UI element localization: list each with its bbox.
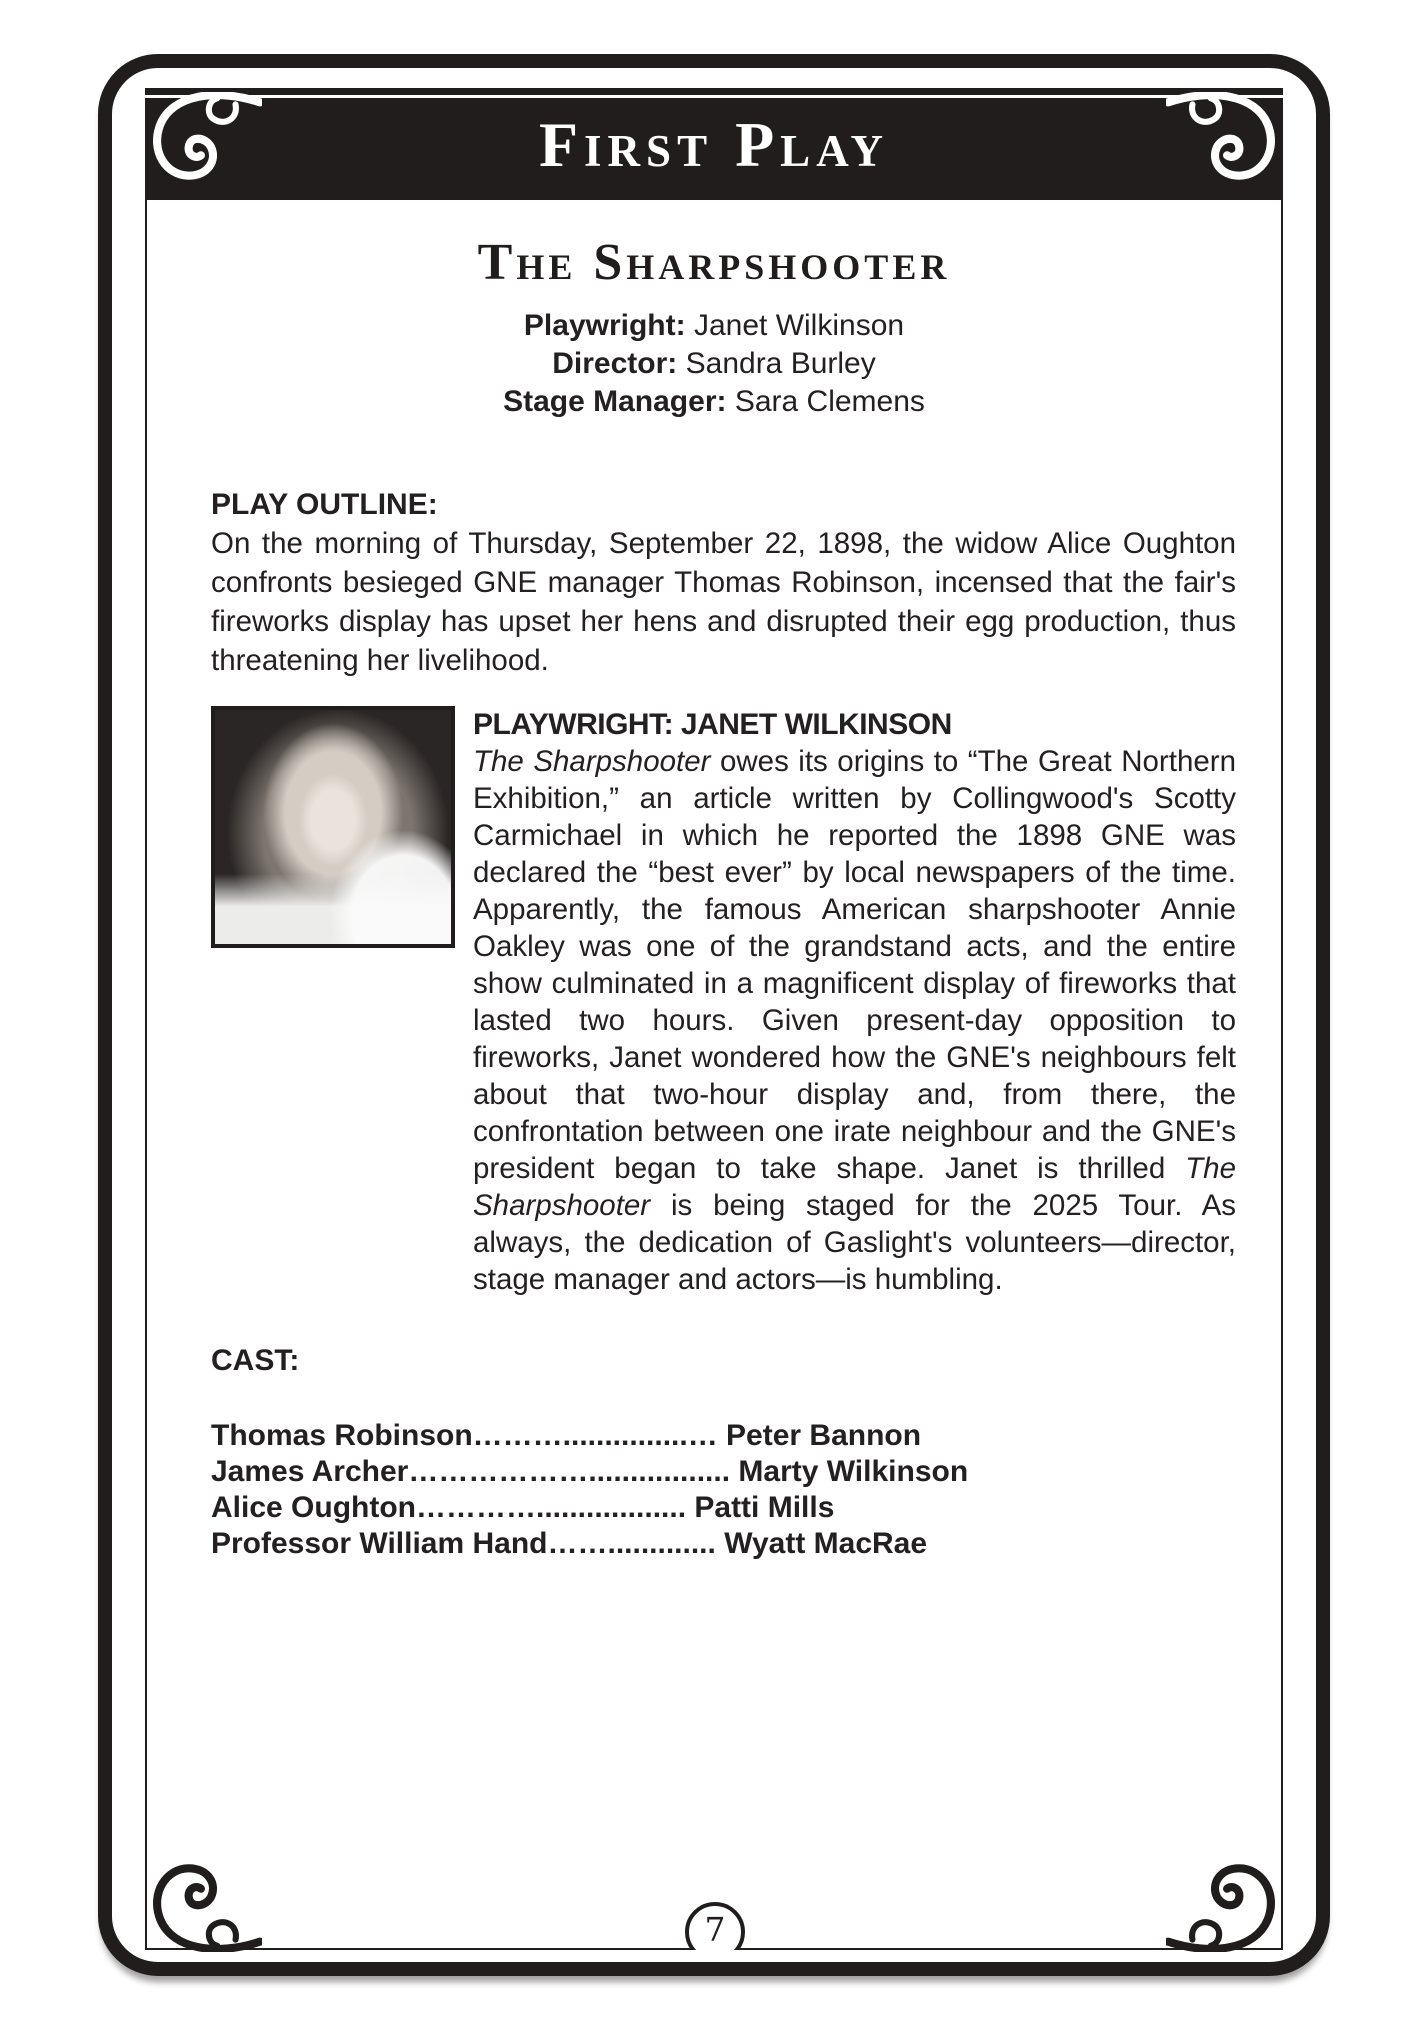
- credits-list: [145, 307, 1283, 421]
- playwright-photo: [211, 706, 455, 948]
- credit-label: Stage Manager:: [503, 384, 727, 418]
- cast-row: [211, 1454, 1236, 1490]
- scroll-ornament-top-right-icon: [1166, 92, 1278, 186]
- playwright-bio-section: [145, 706, 1283, 1298]
- banner: [145, 88, 1283, 200]
- cast-row: [211, 1418, 1236, 1454]
- cast-name: Peter Bannon: [726, 1418, 922, 1452]
- bio-text-segment: owes its origins to “The Great Northern Exhibition,” an article written by Collingwood's Scotty Carmichael in which he reported the 1898 GNE was declared the “best ever” by local newspapers of the time. Apparently, the famous American sharpshooter Annie Oakley was one of the grandstand acts, and the entire show culminated in a magnificent display of fireworks that lasted two hours. Given present-day opposition to fireworks, Janet wondered how the GNE's neighbours felt about that two-hour display and, from there, the confrontation between one irate neighbour and the GNE's president began to take shape. Janet is thrilled: [473, 744, 1236, 1185]
- credit-row: [145, 383, 1283, 421]
- scroll-ornament-bottom-left-icon: [150, 1858, 262, 1952]
- play-outline-section: [145, 485, 1283, 680]
- banner-top-rule: [145, 95, 1283, 98]
- page-title: First Play: [538, 109, 890, 180]
- cast-leader: …….............: [547, 1526, 716, 1560]
- cast-name: Wyatt MacRae: [724, 1526, 928, 1560]
- credit-row: [145, 345, 1283, 383]
- credit-row: [145, 307, 1283, 345]
- cast-row: [211, 1490, 1236, 1526]
- scroll-ornament-bottom-right-icon: [1166, 1858, 1278, 1952]
- bio-heading: PLAYWRIGHT: JANET WILKINSON: [473, 707, 952, 741]
- play-title: The Sharpshooter: [477, 234, 951, 291]
- credit-name: Janet Wilkinson: [693, 308, 905, 342]
- cast-leader: ………...............…: [472, 1418, 718, 1452]
- cast-role: Thomas Robinson: [211, 1418, 473, 1452]
- inline-play-title: The Sharpshooter: [473, 744, 711, 778]
- cast-leader: ……………….................: [408, 1454, 731, 1488]
- cast-role: Professor William Hand: [211, 1526, 548, 1560]
- credit-name: Sara Clemens: [734, 384, 925, 418]
- cast-role: Alice Oughton: [211, 1490, 416, 1524]
- cast-list: [145, 1418, 1283, 1562]
- credit-label: Director:: [552, 346, 678, 380]
- cast-row: [211, 1526, 1236, 1562]
- cast-heading: CAST:: [211, 1343, 300, 1377]
- bio-text: [473, 743, 1236, 1298]
- cast-leader: …………..................: [416, 1490, 687, 1524]
- page-number-bump: [683, 1902, 749, 1950]
- cast-role: James Archer: [211, 1454, 409, 1488]
- cast-name: Marty Wilkinson: [738, 1454, 969, 1488]
- credit-label: Playwright:: [523, 308, 686, 342]
- credit-name: Sandra Burley: [685, 346, 876, 380]
- bio-text-segment: is being staged for the 2025 Tour. As always, the dedication of Gaslight's volunteers—director, stage manager and actors—is humbling.: [473, 1188, 1236, 1296]
- content-column: [145, 200, 1283, 1562]
- outline-text: On the morning of Thursday, September 22, 1898, the widow Alice Oughton confronts besieged GNE manager Thomas Robinson, incensed that the fair's fireworks display has upset her hens and disrupted their egg production, thus threatening her livelihood.: [211, 526, 1236, 677]
- page-number-circle: [685, 1902, 745, 1950]
- page-number: 7: [704, 1910, 726, 1949]
- outline-heading: PLAY OUTLINE:: [211, 487, 438, 521]
- bio-column: [473, 706, 1236, 1298]
- cast-name: Patti Mills: [694, 1490, 835, 1524]
- inline-play-title: The Sharpshooter: [473, 1151, 1236, 1222]
- scroll-ornament-top-left-icon: [150, 92, 262, 186]
